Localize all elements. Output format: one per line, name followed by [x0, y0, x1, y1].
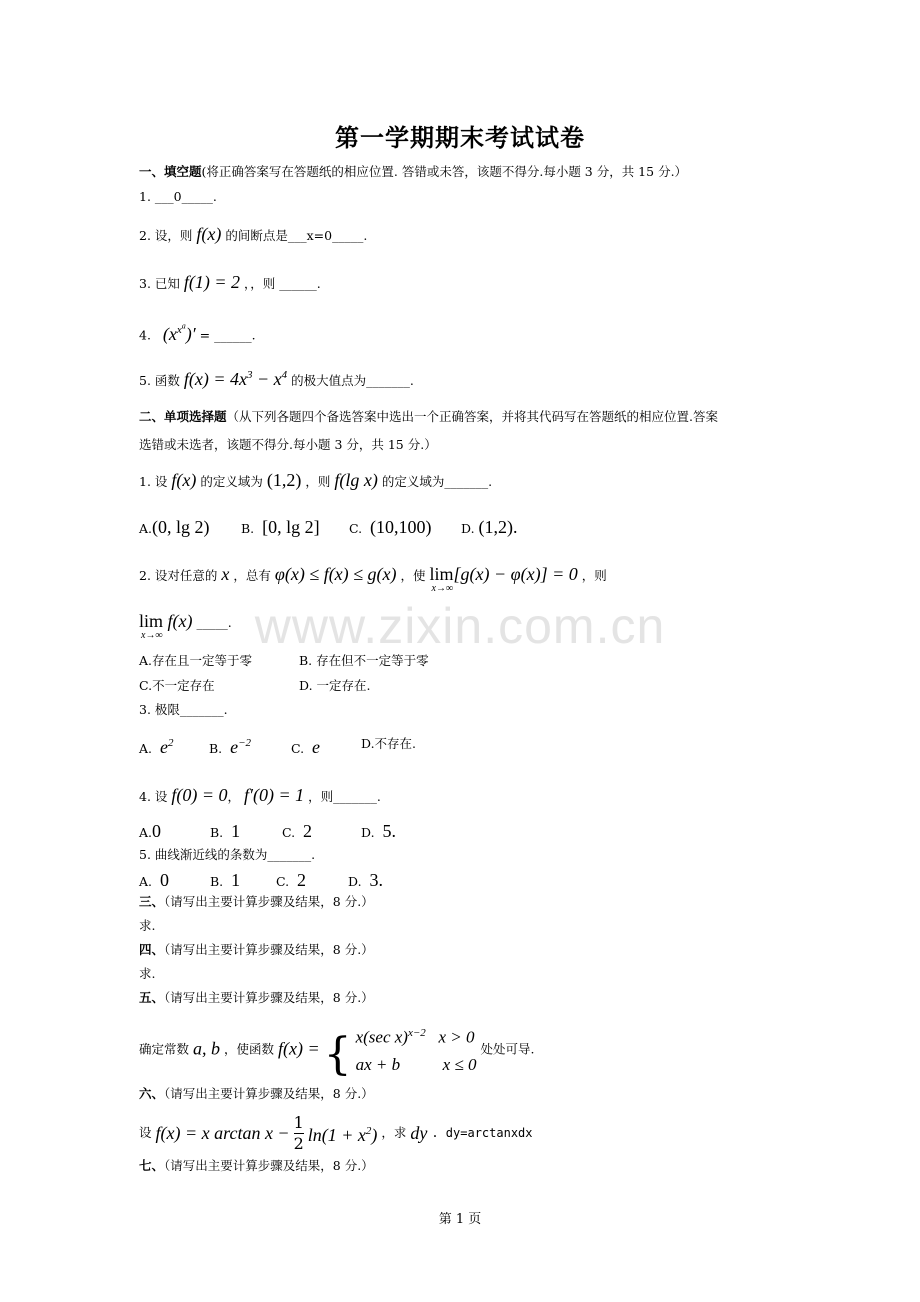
section2-note-2: 选错或未选者，该题不得分.每小题 3 分，共 15 分.） [139, 437, 437, 452]
exam-title: 第一学期期末考试试卷 [335, 123, 585, 152]
s2q3-option-d: D.不存在. [361, 736, 417, 751]
s2q2-option-a: A.存在且一定等于零 [139, 653, 253, 668]
page-footer: 第 1 页 [438, 1212, 482, 1227]
s2q5-option-b: B. 1 [210, 870, 241, 890]
s2q1-option-c: C. (10,100) [349, 517, 432, 537]
s1-question-5 [139, 370, 414, 388]
s2q3-options [139, 736, 417, 757]
section6-body: 设 f(x) = x arctan x − $\frac{1}{2}$ $\ln(1 + x^2)$ ，求 dy . dy=arctanxdx [139, 1112, 533, 1153]
s2-question-5: 5. 曲线渐近线的条数为_______. [139, 847, 316, 862]
s1q2-post: 的间断点是___x=0_____. [225, 228, 368, 243]
piecewise-function: x(sec x)$^{x-2}$ x > 0 ax + b x ≤ 0 [355, 1027, 477, 1074]
s2q2-continuation: lim x→∞ f(x) _____. [139, 611, 232, 641]
s2q4-option-d: D. 5. [361, 821, 397, 841]
s2q1-option-a: A.(0, lg 2) [139, 517, 210, 537]
section3-header: 三、（请写出主要计算步骤及结果，8 分.） [139, 894, 374, 909]
s2-question-1: 1. 设 f(x) 的定义域为 (1,2) ，则 f(lg x) 的定义域为_______. [139, 470, 493, 490]
s1q5-math: $f(x) = 4x^3 - x^4$ [183, 369, 288, 389]
s1q3-math: f(1) = 2 [183, 272, 241, 292]
section2-note-1: （从下列各题四个备选答案中选出一个正确答案，并将其代码写在答题纸的相应位置.答案 [226, 409, 718, 424]
fraction-one-half: $\frac{1}{2}$ [293, 1112, 304, 1153]
s1q2-math: f(x) [196, 224, 222, 244]
s2q3-option-b: B. $e^{-2}$ [209, 737, 252, 757]
s2-question-3: 3. 极限_______. [139, 702, 228, 717]
s1q3-pre: 3. 已知 [139, 276, 180, 291]
section1-heading: 一、填空题 [139, 164, 202, 179]
s2q4-option-b: B. 1 [210, 821, 241, 841]
section2-heading: 二、单项选择题 [139, 409, 227, 424]
s2-question-4: 4. 设 f(0) = 0， f′(0) = 1 ，则_______. [139, 785, 381, 805]
section5-body: 确定常数 a, b ，使函数 f(x) = { x(sec x)$^{x-2}$ x > 0 ax + b x ≤ 0 处处可导. [139, 1020, 534, 1078]
s1q5-pre: 5. 函数 [139, 373, 180, 388]
section4-body: 求. [139, 966, 156, 981]
s2q1-option-b: B. [0, lg 2] [241, 517, 320, 537]
s2q5-option-c: C. 2 [276, 870, 307, 890]
s2q5-option-a: A. 0 [139, 870, 169, 890]
s1-question-1: 1. ___0_____. [139, 189, 217, 204]
section1-note: (将正确答案写在答题纸的相应位置. 答错或未答，该题不得分.每小题 3 分，共 15 分.） [201, 164, 688, 179]
s2q4-option-a: A.0 [139, 821, 162, 841]
s1q3-post: ，，则 ______. [244, 276, 321, 291]
s1q4-post: = ______. [199, 327, 256, 343]
s2q5-option-d: D. 3. [348, 870, 384, 890]
s2q3-option-a: A. $e^2$ [139, 737, 174, 757]
s2q2-option-c: C.不一定存在 [139, 678, 215, 693]
s2q4-options [139, 821, 397, 841]
s2q3-option-c: C. e [291, 737, 321, 757]
s1-question-2 [139, 225, 367, 243]
s2q2-options-row-2 [139, 678, 371, 693]
section7-header: 七、（请写出主要计算步骤及结果，8 分.） [139, 1158, 374, 1173]
s1q2-pre: 2. 设，则 [139, 228, 193, 243]
s2q1-options [139, 517, 518, 537]
s2-question-2: 2. 设对任意的 x ，总有 φ(x) ≤ f(x) ≤ g(x) ，使 lim x→∞ [g(x) − φ(x)] = 0 ，则 [139, 564, 607, 594]
s1-question-4: 4. $(x^{x^a})'$ = ______. [139, 321, 256, 344]
s2q4-option-c: C. 2 [282, 821, 313, 841]
section4-header: 四、（请写出主要计算步骤及结果，8 分.） [139, 942, 374, 957]
section5-header: 五、（请写出主要计算步骤及结果，8 分.） [139, 990, 374, 1005]
section6-header: 六、（请写出主要计算步骤及结果，8 分.） [139, 1086, 374, 1101]
section2-header [139, 411, 718, 424]
s1q4-math: $(x^{x^a})'$ [162, 321, 196, 344]
s2q2-options-row-1 [139, 653, 429, 668]
s2q5-options [139, 870, 384, 890]
section1-header [139, 166, 687, 179]
s1-question-3 [139, 273, 321, 291]
s2q2-option-d: D. 一定存在. [299, 678, 371, 693]
watermark: www.zixin.com.cn [254, 598, 666, 654]
s1q5-post: 的极大值点为_______. [291, 373, 414, 388]
s2q1-option-d: D. (1,2). [461, 517, 518, 537]
section3-body: 求. [139, 918, 156, 933]
s2q2-option-b: B. 存在但不一定等于零 [299, 653, 429, 668]
